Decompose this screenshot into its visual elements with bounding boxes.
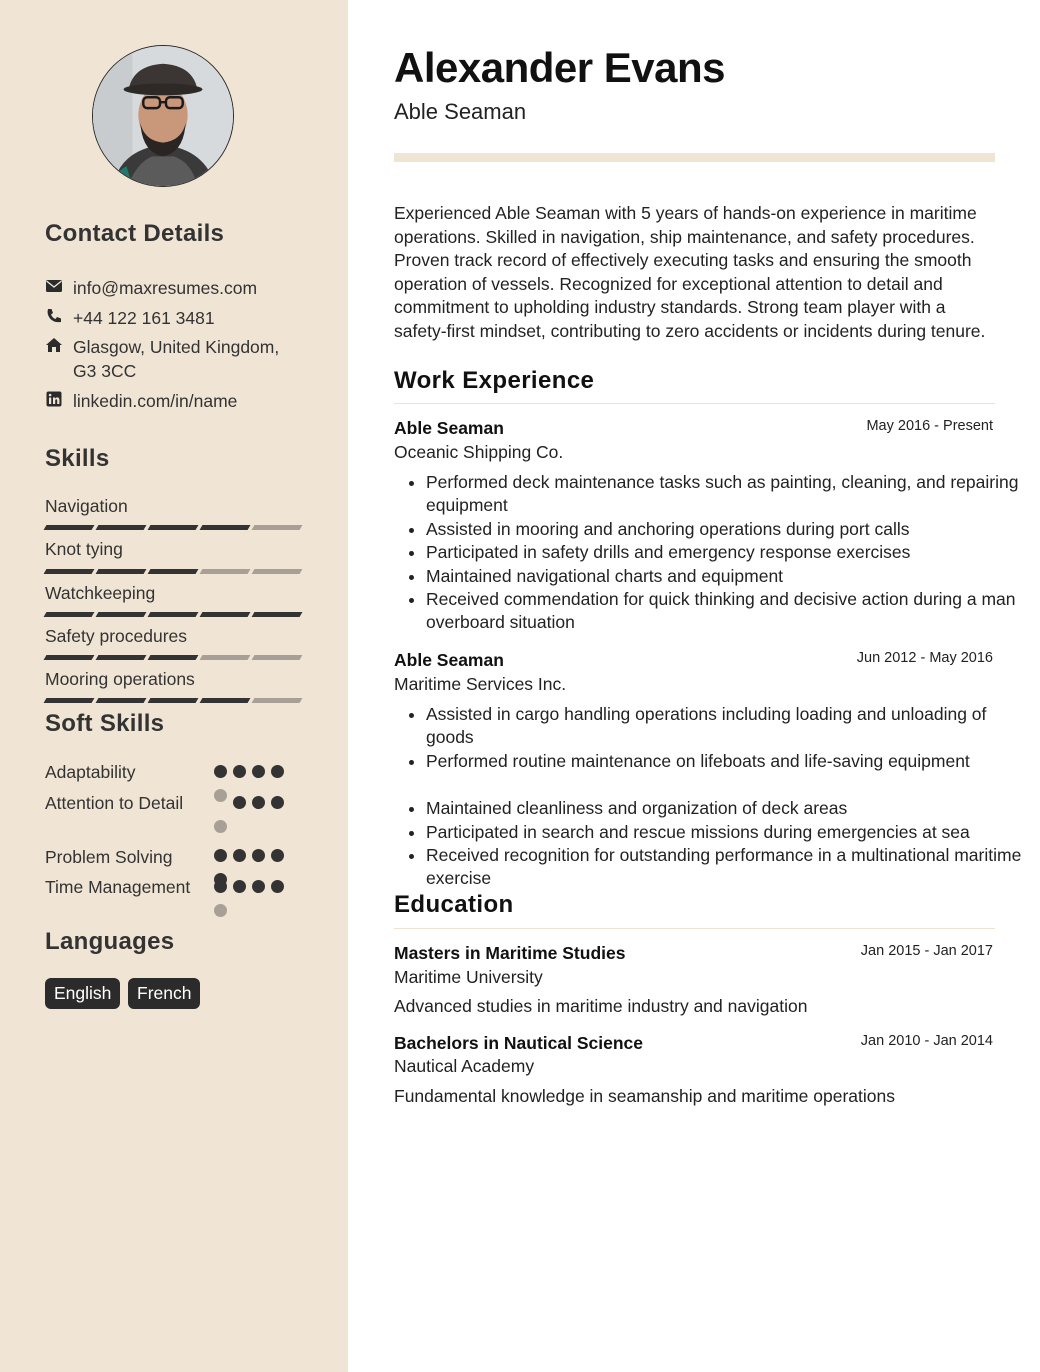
languages-heading: Languages bbox=[45, 928, 175, 955]
contact-email[interactable] bbox=[45, 276, 305, 300]
skill-level-segment bbox=[44, 698, 95, 703]
header-divider bbox=[394, 153, 995, 162]
school-name: Nautical Academy bbox=[394, 1056, 535, 1076]
education-description: Advanced studies in maritime industry and navigation bbox=[394, 996, 808, 1016]
skill-level-dot bbox=[233, 849, 246, 862]
skill-label: Mooring operations bbox=[45, 669, 195, 689]
skill-level-dot bbox=[271, 849, 284, 862]
skill-level-dot bbox=[214, 849, 227, 862]
skill-level-segment bbox=[44, 612, 95, 617]
linkedin-icon bbox=[45, 390, 63, 408]
contact-heading: Contact Details bbox=[45, 220, 225, 247]
contact-phone[interactable] bbox=[45, 306, 305, 330]
skill-level-segment bbox=[148, 525, 199, 530]
skill-level-dot bbox=[233, 880, 246, 893]
skill-level-segment bbox=[252, 655, 303, 660]
soft-skill-label: Problem Solving bbox=[45, 847, 173, 867]
skill-bar bbox=[45, 525, 301, 530]
skill-level-dot bbox=[271, 765, 284, 778]
section-divider bbox=[394, 928, 995, 929]
soft-skill-label: Attention to Detail bbox=[45, 793, 184, 813]
list-item: • Received commendation for quick thinking and decisive action during a man overboard situation bbox=[426, 588, 1028, 635]
skill-level-segment bbox=[148, 698, 199, 703]
list-item: • Performed routine maintenance on lifeboats and life-saving equipment bbox=[426, 750, 1028, 773]
job-company: Maritime Services Inc. bbox=[394, 674, 567, 694]
skill-level-segment bbox=[96, 612, 147, 617]
job-title: Able Seaman bbox=[394, 418, 504, 438]
list-item: • Participated in safety drills and emergency response exercises bbox=[426, 541, 1028, 564]
skill-level-segment bbox=[200, 612, 251, 617]
education-date: Jan 2010 - Jan 2014 bbox=[860, 1033, 993, 1049]
phone-icon bbox=[45, 307, 63, 325]
skill-label: Watchkeeping bbox=[45, 583, 156, 603]
soft-skills-heading: Soft Skills bbox=[45, 710, 165, 737]
work-experience-heading: Work Experience bbox=[394, 367, 595, 394]
language-tag: English bbox=[45, 978, 120, 1009]
contact-address-line1: Glasgow, United Kingdom, bbox=[73, 337, 280, 357]
skill-level-segment bbox=[44, 525, 95, 530]
skill-level-segment bbox=[96, 525, 147, 530]
skill-level-segment bbox=[44, 569, 95, 574]
skill-level-segment bbox=[200, 655, 251, 660]
skill-level-dot bbox=[214, 904, 227, 917]
contact-email-text: info@maxresumes.com bbox=[73, 278, 258, 298]
job-company: Oceanic Shipping Co. bbox=[394, 442, 564, 462]
education-description: Fundamental knowledge in seamanship and maritime operations bbox=[394, 1086, 895, 1106]
skill-level-segment bbox=[148, 612, 199, 617]
skill-level-dot bbox=[252, 849, 265, 862]
job-date: May 2016 - Present bbox=[866, 418, 993, 434]
job-bullets bbox=[394, 703, 1028, 891]
skill-level-dot bbox=[214, 880, 227, 893]
skill-label: Navigation bbox=[45, 496, 128, 516]
list-item: • Performed deck maintenance tasks such as painting, cleaning, and repairing equipment bbox=[426, 471, 1028, 518]
job-bullets bbox=[394, 471, 1028, 635]
skill-level-segment bbox=[44, 655, 95, 660]
education-date: Jan 2015 - Jan 2017 bbox=[860, 943, 993, 959]
candidate-name: Alexander Evans bbox=[394, 44, 726, 91]
skill-level-dot bbox=[252, 796, 265, 809]
skill-level-dot bbox=[252, 880, 265, 893]
portrait-illustration bbox=[93, 46, 233, 186]
sidebar bbox=[0, 0, 348, 1372]
skill-level-dot bbox=[214, 789, 227, 802]
list-item: • Maintained navigational charts and equipment bbox=[426, 565, 1028, 588]
school-name: Maritime University bbox=[394, 967, 543, 987]
job-date: Jun 2012 - May 2016 bbox=[856, 650, 993, 666]
skill-level-segment bbox=[96, 655, 147, 660]
contact-phone-text: +44 122 161 3481 bbox=[73, 308, 215, 328]
soft-skill-label: Time Management bbox=[45, 877, 191, 897]
skill-bar bbox=[45, 569, 301, 574]
skill-bar bbox=[45, 698, 301, 703]
degree-title: Masters in Maritime Studies bbox=[394, 943, 626, 963]
skill-level-segment bbox=[252, 525, 303, 530]
skill-level-segment bbox=[148, 569, 199, 574]
section-divider bbox=[394, 403, 995, 404]
skill-level-segment bbox=[200, 569, 251, 574]
soft-skill-dots bbox=[214, 789, 294, 803]
skill-level-dot bbox=[233, 765, 246, 778]
skill-level-dot bbox=[214, 765, 227, 778]
contact-linkedin[interactable] bbox=[45, 389, 305, 413]
home-icon bbox=[45, 336, 63, 354]
skill-level-segment bbox=[96, 698, 147, 703]
skill-level-segment bbox=[96, 569, 147, 574]
list-item: • Received recognition for outstanding performance in a multinational maritime exercise bbox=[426, 844, 1028, 891]
skill-level-segment bbox=[200, 525, 251, 530]
degree-title: Bachelors in Nautical Science bbox=[394, 1033, 643, 1053]
skill-bar bbox=[45, 612, 301, 617]
skill-level-segment bbox=[200, 698, 251, 703]
skill-level-dot bbox=[271, 796, 284, 809]
skill-level-segment bbox=[252, 698, 303, 703]
list-item: • Participated in search and rescue missions during emergencies at sea bbox=[426, 821, 1028, 844]
skill-level-dot bbox=[252, 765, 265, 778]
profile-photo bbox=[92, 45, 234, 187]
envelope-icon bbox=[45, 277, 63, 295]
skill-level-dot bbox=[214, 820, 227, 833]
list-item: • Assisted in mooring and anchoring operations during port calls bbox=[426, 518, 1028, 541]
skills-heading: Skills bbox=[45, 445, 110, 472]
soft-skill-dots bbox=[214, 849, 294, 863]
soft-skill-dots bbox=[214, 873, 294, 887]
skill-bar bbox=[45, 655, 301, 660]
skill-label: Knot tying bbox=[45, 539, 123, 559]
skill-level-dot bbox=[271, 880, 284, 893]
list-item: • Assisted in cargo handling operations including loading and unloading of goods bbox=[426, 703, 1028, 750]
contact-address bbox=[45, 335, 305, 383]
summary-paragraph: Experienced Able Seaman with 5 years of hands-on experience in maritime operations. Skilled in navigation, ship maintenance, and safety procedures. Proven track record of effectively executing tasks and ensuring the smooth operation of vessels. Recognized for exceptional attention to detail and commitment to upholding industry standards. Strong team player with a safety-first mindset, contributing to zero accidents or incidents during tenure. bbox=[394, 203, 986, 341]
contact-linkedin-text: linkedin.com/in/name bbox=[73, 391, 238, 411]
job-title: Able Seaman bbox=[394, 650, 504, 670]
candidate-title: Able Seaman bbox=[394, 99, 527, 124]
contact-address-line2: G3 3CC bbox=[73, 361, 137, 381]
skill-level-segment bbox=[252, 612, 303, 617]
list-item: • Maintained cleanliness and organization of deck areas bbox=[426, 797, 1028, 820]
skill-level-segment bbox=[148, 655, 199, 660]
language-tag: French bbox=[128, 978, 200, 1009]
skill-label: Safety procedures bbox=[45, 626, 188, 646]
soft-skill-dots bbox=[214, 765, 294, 779]
skill-level-segment bbox=[252, 569, 303, 574]
soft-skill-label: Adaptability bbox=[45, 762, 136, 782]
education-heading: Education bbox=[394, 891, 514, 918]
skill-level-dot bbox=[233, 796, 246, 809]
